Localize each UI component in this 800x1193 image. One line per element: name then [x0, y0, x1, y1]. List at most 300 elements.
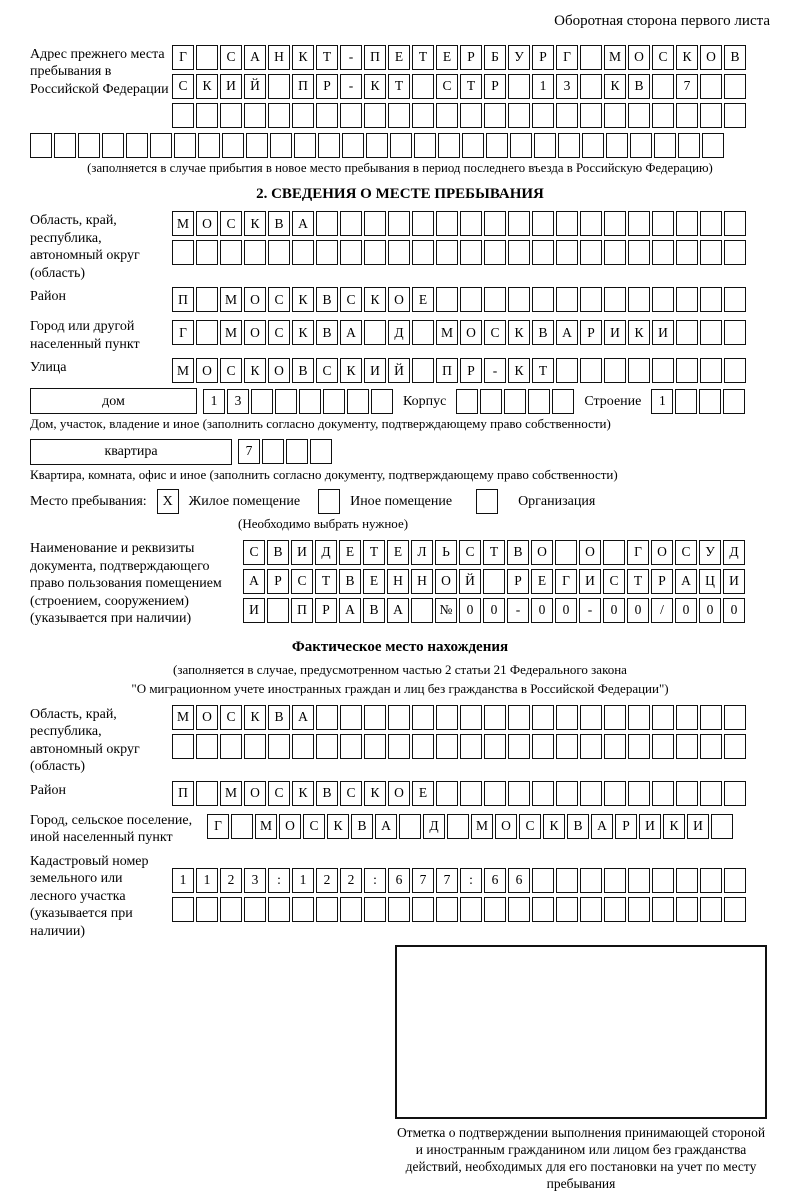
- char-box[interactable]: [460, 211, 482, 236]
- char-box[interactable]: [604, 897, 626, 922]
- char-box[interactable]: [460, 705, 482, 730]
- char-box[interactable]: [508, 103, 530, 128]
- char-box[interactable]: -: [340, 74, 362, 99]
- char-box[interactable]: [412, 320, 434, 345]
- char-box[interactable]: [286, 439, 308, 464]
- char-box[interactable]: [580, 734, 602, 759]
- char-box[interactable]: Р: [267, 569, 289, 594]
- char-box[interactable]: [196, 287, 218, 312]
- char-box[interactable]: И: [291, 540, 313, 565]
- char-box[interactable]: К: [292, 320, 314, 345]
- char-box[interactable]: [364, 705, 386, 730]
- char-box[interactable]: -: [484, 358, 506, 383]
- char-box[interactable]: С: [484, 320, 506, 345]
- char-box[interactable]: [700, 103, 722, 128]
- char-box[interactable]: [299, 389, 321, 414]
- char-box[interactable]: 1: [172, 868, 194, 893]
- char-box[interactable]: [436, 705, 458, 730]
- char-box[interactable]: С: [340, 287, 362, 312]
- char-box[interactable]: А: [339, 598, 361, 623]
- char-box[interactable]: Д: [315, 540, 337, 565]
- char-box[interactable]: [323, 389, 345, 414]
- char-box[interactable]: [700, 74, 722, 99]
- char-box[interactable]: И: [220, 74, 242, 99]
- char-box[interactable]: Е: [363, 569, 385, 594]
- char-box[interactable]: [700, 734, 722, 759]
- char-box[interactable]: [606, 133, 628, 158]
- char-box[interactable]: Г: [555, 569, 577, 594]
- char-box[interactable]: В: [268, 211, 290, 236]
- char-box[interactable]: 0: [627, 598, 649, 623]
- char-box[interactable]: [580, 103, 602, 128]
- char-box[interactable]: О: [495, 814, 517, 839]
- char-box[interactable]: А: [675, 569, 697, 594]
- char-box[interactable]: А: [244, 45, 266, 70]
- char-box[interactable]: [676, 287, 698, 312]
- char-box[interactable]: [340, 103, 362, 128]
- char-box[interactable]: О: [388, 781, 410, 806]
- char-box[interactable]: А: [292, 211, 314, 236]
- char-box[interactable]: [412, 705, 434, 730]
- char-box[interactable]: [676, 868, 698, 893]
- char-box[interactable]: [292, 103, 314, 128]
- char-box[interactable]: [414, 133, 436, 158]
- char-box[interactable]: №: [435, 598, 457, 623]
- char-box[interactable]: 3: [556, 74, 578, 99]
- char-box[interactable]: [364, 211, 386, 236]
- char-box[interactable]: 6: [484, 868, 506, 893]
- char-box[interactable]: [399, 814, 421, 839]
- char-box[interactable]: Р: [532, 45, 554, 70]
- char-box[interactable]: [604, 358, 626, 383]
- char-box[interactable]: С: [652, 45, 674, 70]
- char-box[interactable]: [388, 734, 410, 759]
- char-box[interactable]: 0: [555, 598, 577, 623]
- char-box[interactable]: О: [579, 540, 601, 565]
- char-box[interactable]: [676, 103, 698, 128]
- char-box[interactable]: [678, 133, 700, 158]
- char-box[interactable]: К: [543, 814, 565, 839]
- char-box[interactable]: [251, 389, 273, 414]
- char-box[interactable]: В: [316, 287, 338, 312]
- char-box[interactable]: [268, 734, 290, 759]
- char-box[interactable]: [270, 133, 292, 158]
- char-box[interactable]: Д: [723, 540, 745, 565]
- char-box[interactable]: Р: [484, 74, 506, 99]
- char-box[interactable]: [604, 868, 626, 893]
- char-box[interactable]: [436, 734, 458, 759]
- char-box[interactable]: [388, 103, 410, 128]
- char-box[interactable]: [275, 389, 297, 414]
- char-box[interactable]: [652, 240, 674, 265]
- char-box[interactable]: [484, 705, 506, 730]
- char-box[interactable]: [556, 240, 578, 265]
- char-box[interactable]: [366, 133, 388, 158]
- char-box[interactable]: С: [291, 569, 313, 594]
- char-box[interactable]: Й: [388, 358, 410, 383]
- char-box[interactable]: [724, 897, 746, 922]
- char-box[interactable]: [316, 240, 338, 265]
- char-box[interactable]: 1: [651, 389, 673, 414]
- char-box[interactable]: [556, 781, 578, 806]
- char-box[interactable]: С: [519, 814, 541, 839]
- char-box[interactable]: Р: [460, 45, 482, 70]
- char-box[interactable]: [174, 133, 196, 158]
- char-box[interactable]: [532, 781, 554, 806]
- char-box[interactable]: О: [244, 781, 266, 806]
- char-box[interactable]: К: [508, 320, 530, 345]
- char-box[interactable]: П: [364, 45, 386, 70]
- char-box[interactable]: [196, 781, 218, 806]
- char-box[interactable]: Е: [531, 569, 553, 594]
- char-box[interactable]: 7: [676, 74, 698, 99]
- char-box[interactable]: [412, 240, 434, 265]
- char-box[interactable]: [724, 103, 746, 128]
- char-box[interactable]: [508, 781, 530, 806]
- char-box[interactable]: [724, 240, 746, 265]
- char-box[interactable]: [700, 897, 722, 922]
- char-box[interactable]: [220, 734, 242, 759]
- char-box[interactable]: [244, 897, 266, 922]
- char-box[interactable]: С: [316, 358, 338, 383]
- char-box[interactable]: М: [172, 358, 194, 383]
- char-box[interactable]: К: [327, 814, 349, 839]
- char-box[interactable]: О: [196, 705, 218, 730]
- char-box[interactable]: О: [651, 540, 673, 565]
- char-box[interactable]: [711, 814, 733, 839]
- char-box[interactable]: [700, 358, 722, 383]
- checkbox-other-premises[interactable]: [318, 489, 340, 514]
- char-box[interactable]: [630, 133, 652, 158]
- char-box[interactable]: [484, 211, 506, 236]
- char-box[interactable]: [628, 103, 650, 128]
- char-box[interactable]: К: [292, 287, 314, 312]
- char-box[interactable]: Н: [411, 569, 433, 594]
- char-box[interactable]: [532, 897, 554, 922]
- char-box[interactable]: [700, 781, 722, 806]
- char-box[interactable]: [460, 734, 482, 759]
- char-box[interactable]: [172, 897, 194, 922]
- char-box[interactable]: [316, 705, 338, 730]
- char-box[interactable]: [196, 45, 218, 70]
- char-box[interactable]: К: [244, 211, 266, 236]
- char-box[interactable]: [676, 320, 698, 345]
- char-box[interactable]: С: [220, 705, 242, 730]
- char-box[interactable]: [556, 868, 578, 893]
- char-box[interactable]: Д: [423, 814, 445, 839]
- char-box[interactable]: [676, 358, 698, 383]
- char-box[interactable]: К: [508, 358, 530, 383]
- char-box[interactable]: И: [723, 569, 745, 594]
- char-box[interactable]: [604, 781, 626, 806]
- char-box[interactable]: [480, 389, 502, 414]
- char-box[interactable]: О: [460, 320, 482, 345]
- char-box[interactable]: 1: [532, 74, 554, 99]
- char-box[interactable]: [294, 133, 316, 158]
- char-box[interactable]: Р: [580, 320, 602, 345]
- char-box[interactable]: [436, 781, 458, 806]
- char-box[interactable]: [628, 734, 650, 759]
- char-box[interactable]: 3: [227, 389, 249, 414]
- char-box[interactable]: В: [351, 814, 373, 839]
- char-box[interactable]: [456, 389, 478, 414]
- char-box[interactable]: Й: [459, 569, 481, 594]
- char-box[interactable]: [724, 734, 746, 759]
- char-box[interactable]: О: [435, 569, 457, 594]
- char-box[interactable]: 0: [459, 598, 481, 623]
- char-box[interactable]: 1: [196, 868, 218, 893]
- char-box[interactable]: [676, 705, 698, 730]
- char-box[interactable]: К: [196, 74, 218, 99]
- char-box[interactable]: И: [604, 320, 626, 345]
- char-box[interactable]: [484, 240, 506, 265]
- char-box[interactable]: [628, 211, 650, 236]
- char-box[interactable]: :: [460, 868, 482, 893]
- char-box[interactable]: [508, 897, 530, 922]
- char-box[interactable]: [436, 897, 458, 922]
- char-box[interactable]: Р: [651, 569, 673, 594]
- char-box[interactable]: :: [364, 868, 386, 893]
- char-box[interactable]: [604, 240, 626, 265]
- char-box[interactable]: [436, 103, 458, 128]
- char-box[interactable]: [447, 814, 469, 839]
- char-box[interactable]: С: [268, 320, 290, 345]
- char-box[interactable]: [150, 133, 172, 158]
- char-box[interactable]: 0: [675, 598, 697, 623]
- char-box[interactable]: [582, 133, 604, 158]
- char-box[interactable]: [310, 439, 332, 464]
- char-box[interactable]: Е: [412, 781, 434, 806]
- char-box[interactable]: [436, 287, 458, 312]
- char-box[interactable]: 7: [238, 439, 260, 464]
- char-box[interactable]: Г: [172, 45, 194, 70]
- char-box[interactable]: [580, 240, 602, 265]
- char-box[interactable]: [412, 358, 434, 383]
- char-box[interactable]: [460, 897, 482, 922]
- char-box[interactable]: [220, 103, 242, 128]
- char-box[interactable]: М: [172, 705, 194, 730]
- char-box[interactable]: [700, 705, 722, 730]
- char-box[interactable]: К: [364, 781, 386, 806]
- char-box[interactable]: 0: [603, 598, 625, 623]
- char-box[interactable]: [364, 320, 386, 345]
- char-box[interactable]: [102, 133, 124, 158]
- char-box[interactable]: С: [340, 781, 362, 806]
- char-box[interactable]: /: [651, 598, 673, 623]
- char-box[interactable]: [267, 598, 289, 623]
- char-box[interactable]: 2: [340, 868, 362, 893]
- char-box[interactable]: В: [507, 540, 529, 565]
- char-box[interactable]: [78, 133, 100, 158]
- char-box[interactable]: А: [292, 705, 314, 730]
- char-box[interactable]: [675, 389, 697, 414]
- char-box[interactable]: [528, 389, 550, 414]
- char-box[interactable]: С: [459, 540, 481, 565]
- char-box[interactable]: [724, 358, 746, 383]
- char-box[interactable]: С: [436, 74, 458, 99]
- char-box[interactable]: Е: [388, 45, 410, 70]
- char-box[interactable]: [580, 781, 602, 806]
- char-box[interactable]: В: [724, 45, 746, 70]
- char-box[interactable]: [231, 814, 253, 839]
- char-box[interactable]: [556, 358, 578, 383]
- char-box[interactable]: Т: [363, 540, 385, 565]
- char-box[interactable]: М: [220, 287, 242, 312]
- char-box[interactable]: 3: [244, 868, 266, 893]
- char-box[interactable]: Б: [484, 45, 506, 70]
- char-box[interactable]: [196, 103, 218, 128]
- char-box[interactable]: [347, 389, 369, 414]
- char-box[interactable]: Й: [244, 74, 266, 99]
- char-box[interactable]: :: [268, 868, 290, 893]
- char-box[interactable]: У: [508, 45, 530, 70]
- char-box[interactable]: [340, 240, 362, 265]
- char-box[interactable]: [580, 868, 602, 893]
- char-box[interactable]: [508, 734, 530, 759]
- house-type-box[interactable]: дом: [30, 388, 197, 414]
- char-box[interactable]: [371, 389, 393, 414]
- char-box[interactable]: [388, 240, 410, 265]
- char-box[interactable]: [652, 868, 674, 893]
- char-box[interactable]: [196, 240, 218, 265]
- char-box[interactable]: Р: [315, 598, 337, 623]
- char-box[interactable]: Г: [556, 45, 578, 70]
- char-box[interactable]: [676, 734, 698, 759]
- char-box[interactable]: [580, 287, 602, 312]
- char-box[interactable]: Т: [388, 74, 410, 99]
- char-box[interactable]: [700, 240, 722, 265]
- char-box[interactable]: [316, 897, 338, 922]
- char-box[interactable]: [532, 211, 554, 236]
- char-box[interactable]: 0: [699, 598, 721, 623]
- char-box[interactable]: Т: [316, 45, 338, 70]
- char-box[interactable]: О: [196, 358, 218, 383]
- char-box[interactable]: О: [279, 814, 301, 839]
- char-box[interactable]: Р: [507, 569, 529, 594]
- char-box[interactable]: [30, 133, 52, 158]
- char-box[interactable]: В: [316, 320, 338, 345]
- char-box[interactable]: [268, 240, 290, 265]
- char-box[interactable]: Е: [412, 287, 434, 312]
- char-box[interactable]: [652, 358, 674, 383]
- char-box[interactable]: А: [591, 814, 613, 839]
- char-box[interactable]: К: [663, 814, 685, 839]
- char-box[interactable]: [126, 133, 148, 158]
- char-box[interactable]: [534, 133, 556, 158]
- char-box[interactable]: Е: [436, 45, 458, 70]
- char-box[interactable]: [244, 734, 266, 759]
- char-box[interactable]: У: [699, 540, 721, 565]
- char-box[interactable]: В: [339, 569, 361, 594]
- char-box[interactable]: В: [532, 320, 554, 345]
- char-box[interactable]: [364, 240, 386, 265]
- char-box[interactable]: [556, 897, 578, 922]
- char-box[interactable]: П: [172, 287, 194, 312]
- char-box[interactable]: И: [579, 569, 601, 594]
- char-box[interactable]: [244, 240, 266, 265]
- char-box[interactable]: В: [268, 705, 290, 730]
- char-box[interactable]: К: [676, 45, 698, 70]
- char-box[interactable]: 1: [203, 389, 225, 414]
- char-box[interactable]: А: [243, 569, 265, 594]
- char-box[interactable]: О: [196, 211, 218, 236]
- char-box[interactable]: [340, 897, 362, 922]
- char-box[interactable]: [724, 74, 746, 99]
- char-box[interactable]: К: [244, 358, 266, 383]
- char-box[interactable]: [460, 287, 482, 312]
- char-box[interactable]: [676, 781, 698, 806]
- char-box[interactable]: [460, 240, 482, 265]
- char-box[interactable]: [532, 287, 554, 312]
- char-box[interactable]: [340, 705, 362, 730]
- char-box[interactable]: О: [244, 320, 266, 345]
- checkbox-residential[interactable]: X: [157, 489, 179, 514]
- char-box[interactable]: С: [303, 814, 325, 839]
- char-box[interactable]: Ц: [699, 569, 721, 594]
- char-box[interactable]: И: [243, 598, 265, 623]
- char-box[interactable]: [172, 103, 194, 128]
- char-box[interactable]: [532, 705, 554, 730]
- char-box[interactable]: О: [244, 287, 266, 312]
- char-box[interactable]: [676, 897, 698, 922]
- char-box[interactable]: [580, 705, 602, 730]
- char-box[interactable]: М: [220, 320, 242, 345]
- char-box[interactable]: К: [364, 287, 386, 312]
- char-box[interactable]: -: [579, 598, 601, 623]
- char-box[interactable]: Е: [339, 540, 361, 565]
- char-box[interactable]: [532, 103, 554, 128]
- char-box[interactable]: [558, 133, 580, 158]
- char-box[interactable]: [556, 103, 578, 128]
- char-box[interactable]: М: [436, 320, 458, 345]
- char-box[interactable]: С: [268, 287, 290, 312]
- char-box[interactable]: [628, 781, 650, 806]
- char-box[interactable]: [580, 211, 602, 236]
- char-box[interactable]: [724, 211, 746, 236]
- char-box[interactable]: 2: [316, 868, 338, 893]
- char-box[interactable]: [652, 897, 674, 922]
- char-box[interactable]: [54, 133, 76, 158]
- char-box[interactable]: [724, 287, 746, 312]
- char-box[interactable]: Т: [483, 540, 505, 565]
- char-box[interactable]: С: [220, 358, 242, 383]
- char-box[interactable]: [604, 211, 626, 236]
- char-box[interactable]: [603, 540, 625, 565]
- char-box[interactable]: 6: [508, 868, 530, 893]
- char-box[interactable]: [436, 211, 458, 236]
- char-box[interactable]: [196, 897, 218, 922]
- char-box[interactable]: Р: [460, 358, 482, 383]
- char-box[interactable]: [724, 320, 746, 345]
- char-box[interactable]: С: [675, 540, 697, 565]
- char-box[interactable]: П: [436, 358, 458, 383]
- char-box[interactable]: [438, 133, 460, 158]
- char-box[interactable]: [676, 211, 698, 236]
- char-box[interactable]: О: [628, 45, 650, 70]
- char-box[interactable]: Т: [627, 569, 649, 594]
- char-box[interactable]: [700, 868, 722, 893]
- char-box[interactable]: [244, 103, 266, 128]
- char-box[interactable]: П: [292, 74, 314, 99]
- char-box[interactable]: [412, 897, 434, 922]
- char-box[interactable]: [172, 734, 194, 759]
- char-box[interactable]: [316, 103, 338, 128]
- char-box[interactable]: [316, 734, 338, 759]
- char-box[interactable]: О: [268, 358, 290, 383]
- char-box[interactable]: Н: [387, 569, 409, 594]
- char-box[interactable]: В: [316, 781, 338, 806]
- char-box[interactable]: [484, 103, 506, 128]
